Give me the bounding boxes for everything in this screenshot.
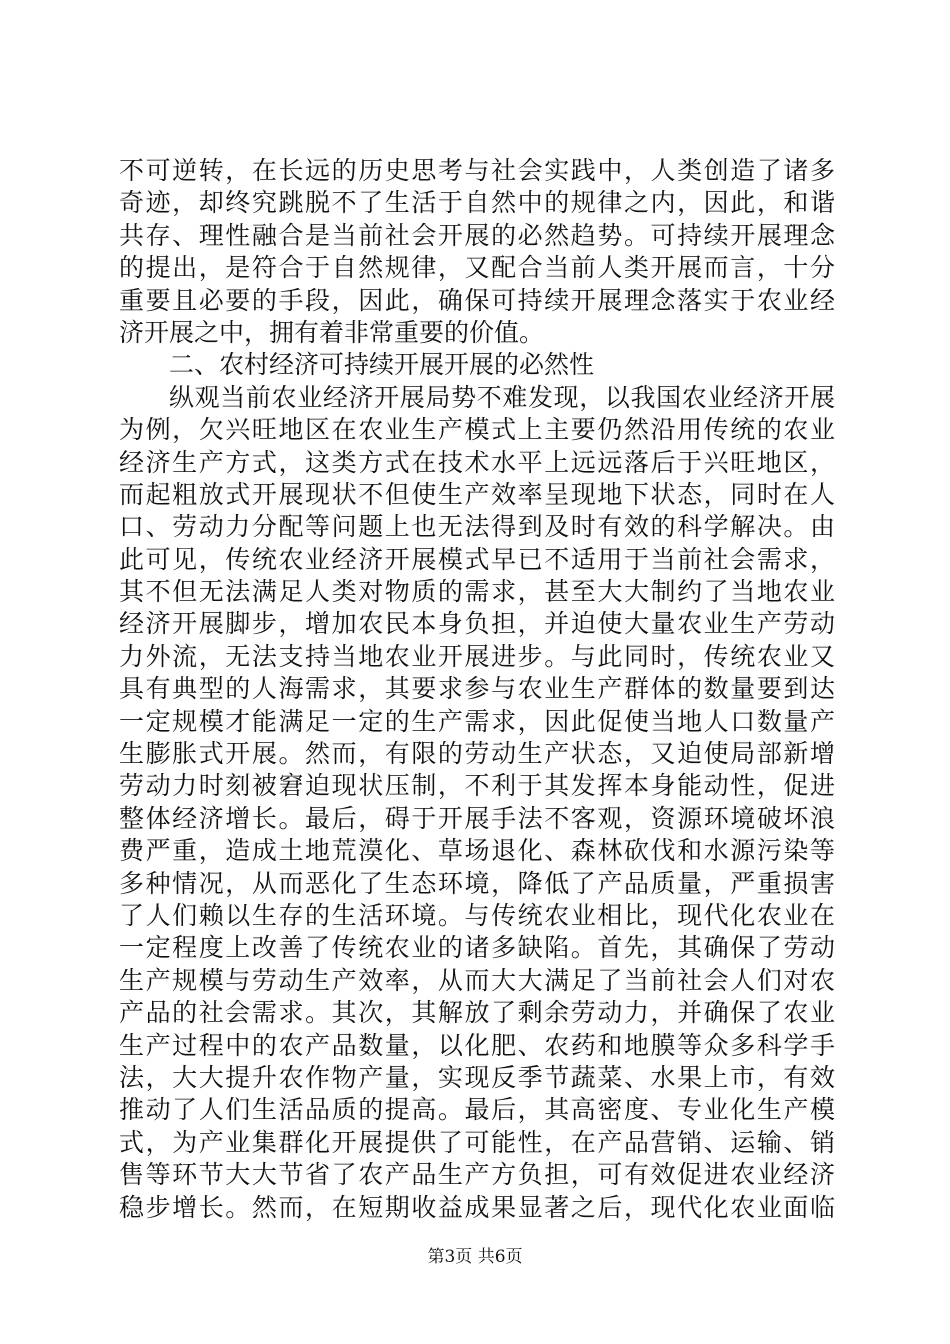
text-line: 推动了人们生活品质的提高。最后，其高密度、专业化生产模	[119, 1095, 835, 1125]
text-line: 口、劳动力分配等问题上也无法得到及时有效的科学解决。由	[119, 512, 835, 542]
text-line: 生产规模与劳动生产效率，从而大大满足了当前社会人们对农	[119, 965, 835, 995]
text-line: 一定规模才能满足一定的生产需求，因此促使当地人口数量产	[119, 706, 835, 736]
text-line: 法，大大提升农作物产量，实现反季节蔬菜、水果上市，有效	[119, 1062, 835, 1092]
text-line: 而起粗放式开展现状不但使生产效率呈现地下状态，同时在人	[119, 479, 835, 509]
text-line: 一定程度上改善了传统农业的诸多缺陷。首先，其确保了劳动	[119, 933, 835, 963]
text-line: 生膨胀式开展。然而，有限的劳动生产状态，又迫使局部新增	[119, 739, 835, 769]
text-line: 多种情况，从而恶化了生态环境，降低了产品质量，严重损害	[119, 868, 835, 898]
text-line: 经济开展脚步，增加农民本身负担，并迫使大量农业生产劳动	[119, 609, 835, 639]
text-line: 产品的社会需求。其次，其解放了剩余劳动力，并确保了农业	[119, 998, 835, 1028]
text-line: 奇迹，却终究跳脱不了生活于自然中的规律之内，因此，和谐	[119, 188, 835, 218]
text-line: 式，为产业集群化开展提供了可能性，在产品营销、运输、销	[119, 1127, 835, 1157]
text-line: 了人们赖以生存的生活环境。与传统农业相比，现代化农业在	[119, 900, 835, 930]
text-line: 生产过程中的农产品数量，以化肥、农药和地膜等众多科学手	[119, 1030, 835, 1060]
text-line: 经济生产方式，这类方式在技术水平上远远落后于兴旺地区，	[119, 447, 835, 477]
text-line: 济开展之中，拥有着非常重要的价值。	[119, 317, 545, 347]
text-line: 力外流，无法支持当地农业开展进步。与此同时，传统农业又	[119, 641, 835, 671]
text-line: 其不但无法满足人类对物质的需求，甚至大大制约了当地农业	[119, 577, 835, 607]
page-number-label: 第3页 共6页	[427, 1247, 523, 1267]
text-line: 此可见，传统农业经济开展模式早已不适用于当前社会需求，	[119, 544, 835, 574]
text-line: 为例，欠兴旺地区在农业生产模式上主要仍然沿用传统的农业	[119, 415, 835, 445]
text-line: 整体经济增长。最后，碍于开展手法不客观，资源环境破坏浪	[119, 803, 835, 833]
text-line: 劳动力时刻被窘迫现状压制，不利于其发挥本身能动性，促进	[119, 771, 835, 801]
text-line: 重要且必要的手段，因此，确保可持续开展理念落实于农业经	[119, 285, 835, 315]
text-line: 共存、理性融合是当前社会开展的必然趋势。可持续开展理念	[119, 220, 835, 250]
text-line: 的提出，是符合于自然规律，又配合当前人类开展而言，十分	[119, 253, 835, 283]
text-line: 售等环节大大节省了农产品生产方负担，可有效促进农业经济	[119, 1160, 835, 1190]
text-line: 纵观当前农业经济开展局势不难发现，以我国农业经济开展	[169, 382, 835, 412]
text-line: 费严重，造成土地荒漠化、草场退化、森林砍伐和水源污染等	[119, 836, 835, 866]
document-body	[119, 155, 835, 1224]
text-line: 稳步增长。然而，在短期收益成果显著之后，现代化农业面临	[119, 1192, 835, 1222]
section-heading: 二、农村经济可持续开展开展的必然性	[169, 350, 595, 380]
page-footer	[0, 1246, 950, 1268]
text-line: 不可逆转，在长远的历史思考与社会实践中，人类创造了诸多	[119, 156, 835, 185]
text-line: 具有典型的人海需求，其要求参与农业生产群体的数量要到达	[119, 674, 835, 704]
